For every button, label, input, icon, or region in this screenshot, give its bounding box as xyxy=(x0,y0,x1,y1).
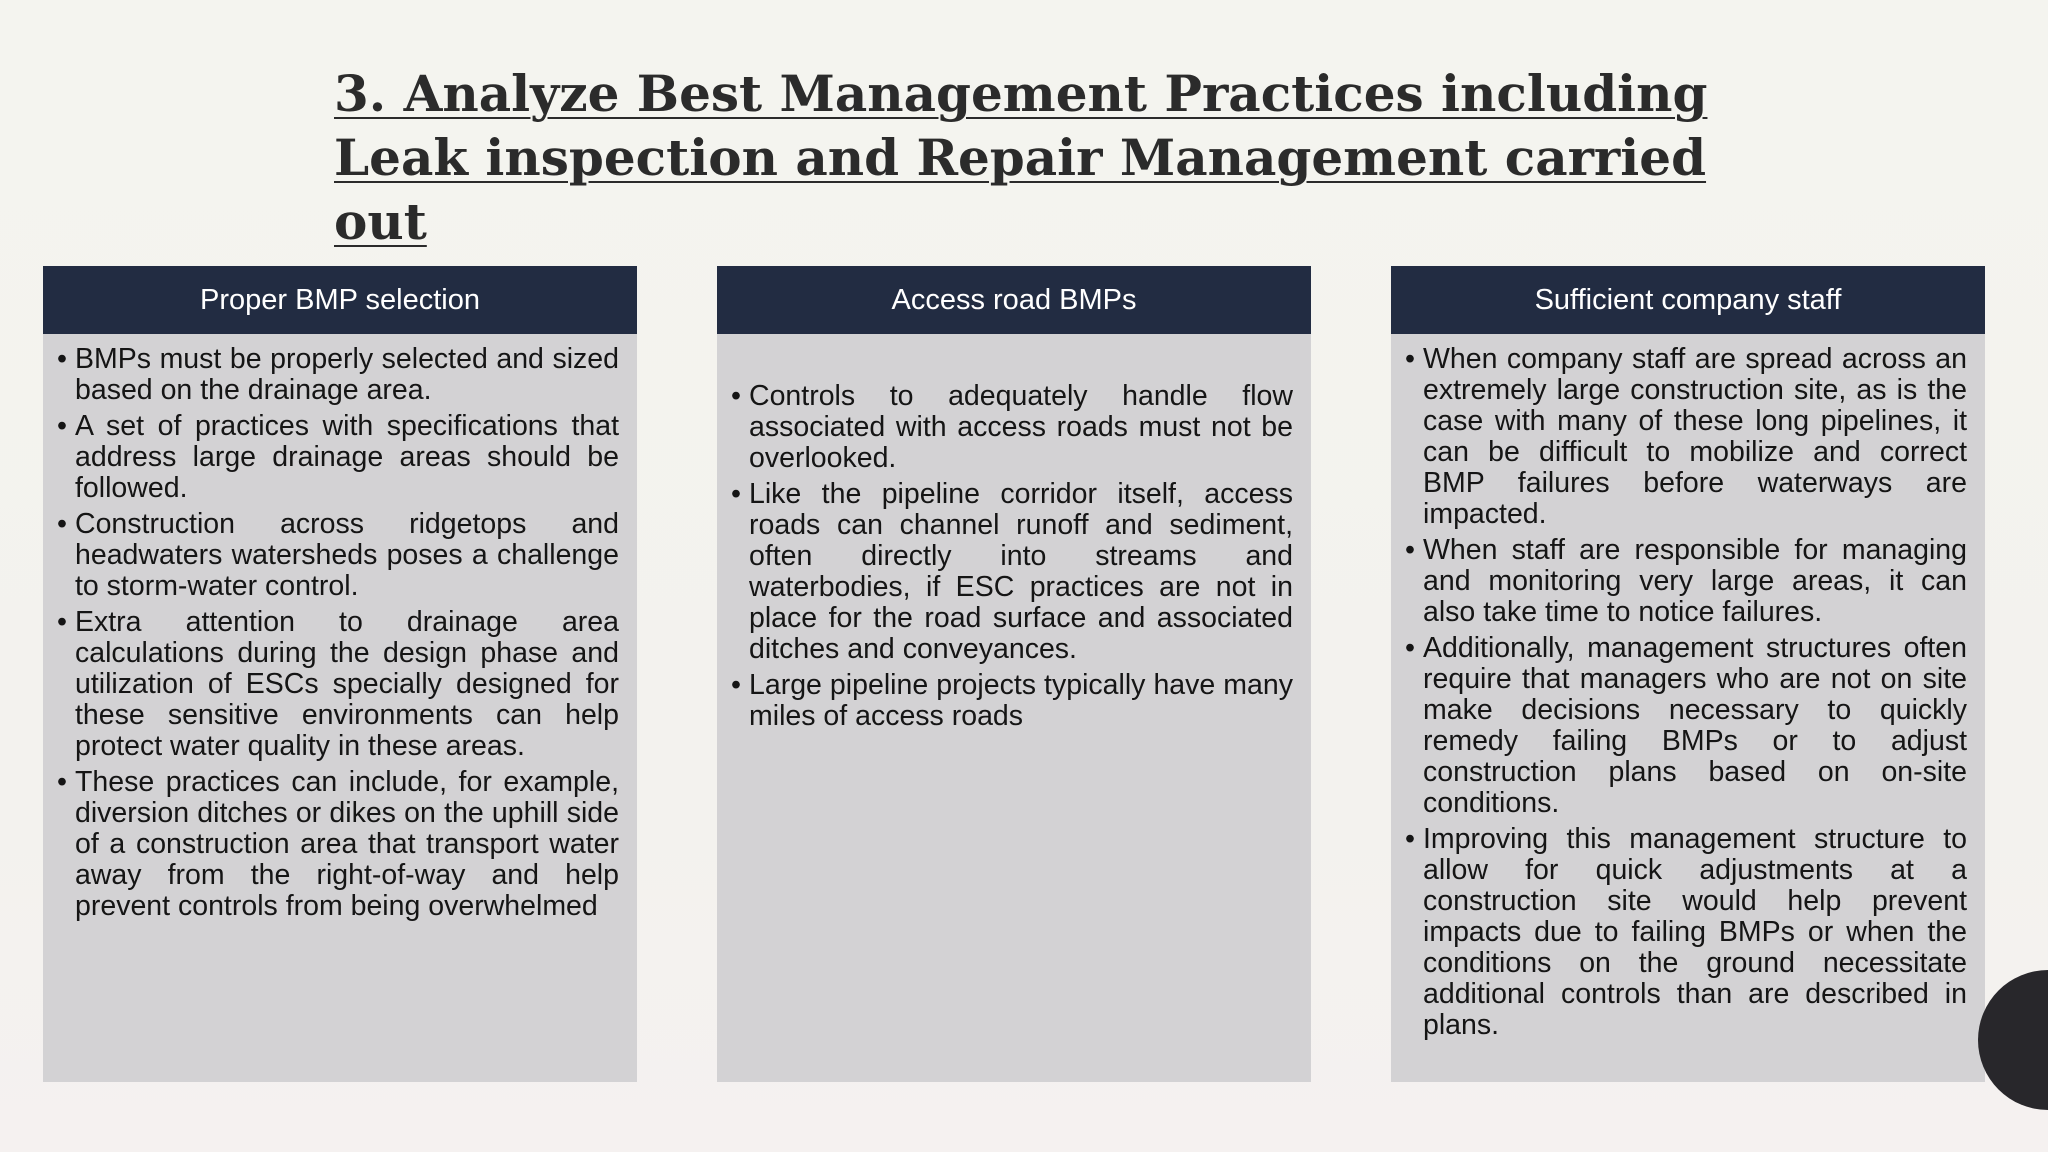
bullet-item: • Improving this management structure to allow for quick adjustments at a construction site would help prevent impacts due to failing BMPs or when the conditions on the ground necessitate additional controls than are described in plans. xyxy=(1409,824,1967,1041)
card-body xyxy=(717,334,1311,732)
bullet-list xyxy=(735,381,1293,732)
slide-title: 3. Analyze Best Management Practices including Leak inspection and Repair Management carried out xyxy=(334,64,1708,251)
bullet-item: • Extra attention to drainage area calculations during the design phase and utilization of ESCs specially designed for these sensitive environments can help protect water quality in these areas. xyxy=(61,607,619,762)
card-access-road-bmps xyxy=(717,266,1311,1082)
bullet-item: • Additionally, management structures often require that managers who are not on site make decisions necessary to quickly remedy failing BMPs or to adjust construction plans based on on-site conditions. xyxy=(1409,633,1967,819)
bullet-item: • A set of practices with specifications that address large drainage areas should be followed. xyxy=(61,411,619,504)
bullet-list xyxy=(61,344,619,922)
bullet-item: • BMPs must be properly selected and sized based on the drainage area. xyxy=(61,344,619,406)
card-body xyxy=(43,334,637,922)
card-body xyxy=(1391,334,1985,1041)
card-sufficient-company-staff xyxy=(1391,266,1985,1082)
bullet-list xyxy=(1409,344,1967,1041)
bullet-item: • When company staff are spread across an extremely large construction site, as is the case with many of these long pipelines, it can be difficult to mobilize and correct BMP failures before waterways are impacted. xyxy=(1409,344,1967,530)
bullet-item: • When staff are responsible for managing and monitoring very large areas, it can also take time to notice failures. xyxy=(1409,535,1967,628)
decorative-circle xyxy=(1978,970,2048,1110)
bullet-item: • Like the pipeline corridor itself, access roads can channel runoff and sediment, often directly into streams and waterbodies, if ESC practices are not in place for the road surface and associated ditches and conveyances. xyxy=(735,479,1293,665)
card-header: Sufficient company staff xyxy=(1391,266,1985,334)
bullet-item: • Large pipeline projects typically have many miles of access roads xyxy=(735,670,1293,732)
card-proper-bmp-selection xyxy=(43,266,637,1082)
card-header: Access road BMPs xyxy=(717,266,1311,334)
bullet-item: • Controls to adequately handle flow associated with access roads must not be overlooked. xyxy=(735,381,1293,474)
card-header: Proper BMP selection xyxy=(43,266,637,334)
bullet-item: • Construction across ridgetops and headwaters watersheds poses a challenge to storm-water control. xyxy=(61,509,619,602)
bullet-item: • These practices can include, for example, diversion ditches or dikes on the uphill side of a construction area that transport water away from the right-of-way and help prevent controls from being overwhelmed xyxy=(61,767,619,922)
